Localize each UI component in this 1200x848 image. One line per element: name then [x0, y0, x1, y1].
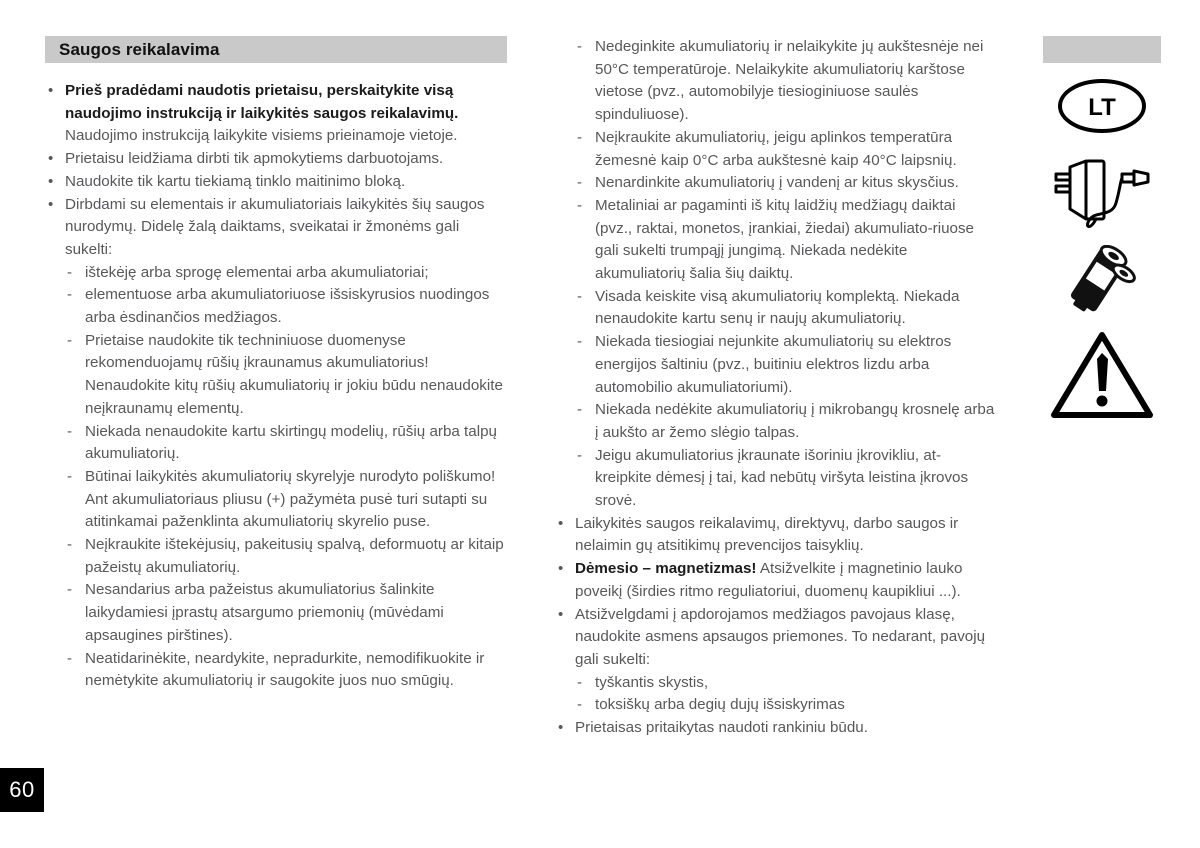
list-item-body: Nenardinkite akumuliatorių į vandenį ar kitus skysčius.: [595, 174, 959, 192]
power-adapter-icon-container: [1043, 149, 1161, 239]
list-item-text: [595, 38, 983, 123]
list-item-dash: [575, 331, 995, 399]
list-item-dash: [575, 694, 995, 717]
list-item-bullet: [555, 558, 995, 603]
list-item-bullet: [555, 717, 995, 740]
list-item-body: Naudokite tik kartu tiekiamą tinklo maitinimo bloką.: [65, 172, 406, 190]
section-header-bar: [45, 36, 507, 63]
language-badge-lt-icon: [1056, 77, 1148, 135]
list-item-bullet: [45, 171, 507, 194]
list-item-dash: [575, 286, 995, 331]
list-item-text: [85, 650, 484, 690]
list-item-body: Jeigu akumuliatorius įkraunate išoriniu įkrovikliu, at-kreipkite dėmesį į tai, kad nebūtų viršyta leistina įkrovos srovė.: [595, 446, 969, 510]
list-item-dash: [575, 445, 995, 513]
list-item-body: Prietaise naudokite tik techniniuose duomenyse rekomenduojamų rūšių įkraunamus akumuliatorius! Nenaudokite kitų rūšių akumuliatorių ir jokiu būdu nenaudokite neįkraunamų elementų.: [85, 331, 503, 417]
language-badge-lt-container: [1043, 63, 1161, 149]
warning-triangle-icon-container: [1043, 327, 1161, 423]
bullet-marker: •: [48, 172, 54, 190]
list-item-body: Atsižvelgdami į apdorojamos medžiagos pavojaus klasę, naudokite asmens apsaugos priemones. To nedarant, pavojų gali sukelti:: [575, 605, 986, 668]
warning-triangle-icon: [1048, 329, 1156, 421]
list-item-bold-lead: Prieš pradėdami naudotis prietaisu, perskaitykite visą naudojimo instrukciją ir laikykitės saugos reikalavimų.: [65, 82, 459, 122]
list-item-bold-lead: Dėmesio – magnetizmas!: [575, 560, 757, 578]
list-item-text: [65, 82, 458, 144]
right-column-list: [555, 36, 995, 740]
right-column: [555, 36, 995, 740]
list-item-body: Prietaisas pritaikytas naudoti rankiniu būdu.: [575, 719, 868, 737]
list-item-text: [65, 173, 405, 190]
bullet-marker: •: [48, 150, 54, 168]
battery-icon: [1061, 245, 1143, 321]
dash-marker: -: [67, 649, 72, 667]
list-item-body: Visada keiskite visą akumuliatorių komplektą. Niekada nenaudokite kartu senų ir naujų akumuliatorių.: [595, 287, 960, 328]
list-item-body: Neatidarinėkite, neardykite, nepradurkite, nemodifikuokite ir nemėtykite akumuliatorių ir saugokite juos nuo smūgių.: [85, 649, 485, 690]
list-item-body: Niekada nenaudokite kartu skirtingų modelių, rūšių arba talpų akumuliatorių.: [85, 422, 497, 463]
bullet-marker: •: [558, 605, 564, 623]
dash-marker: -: [577, 673, 582, 691]
dash-marker: -: [67, 467, 72, 485]
language-badge-lt-label: LT: [1088, 94, 1116, 121]
list-item-dash: [65, 466, 507, 534]
dash-marker: -: [67, 536, 72, 554]
list-item-text: [575, 719, 868, 736]
list-item-text: [575, 515, 958, 555]
list-item-text: [65, 196, 485, 258]
rail-header-bar: [1043, 36, 1161, 63]
list-item-dash: [65, 330, 507, 421]
list-item-dash: [575, 127, 995, 172]
list-item-text: [595, 288, 959, 328]
dash-marker: -: [577, 401, 582, 419]
dash-marker: -: [67, 422, 72, 440]
list-item-dash: [65, 648, 507, 693]
list-item-text: [595, 333, 951, 395]
list-item-body: Neįkraukite akumuliatorių, jeigu aplinkos temperatūra žemesnė kaip 0°C arba aukštesnė kaip 40°C laipsnių.: [595, 128, 957, 169]
list-item-text: [595, 197, 974, 282]
bullet-marker: •: [558, 514, 564, 532]
dash-marker: -: [67, 331, 72, 349]
dash-marker: -: [577, 696, 582, 714]
list-item-text: [595, 129, 957, 169]
list-item-text: [85, 286, 489, 326]
list-item-body: ištekėję arba sprogę elementai arba akumuliatoriai;: [85, 263, 429, 281]
list-item-dash: [575, 36, 995, 127]
left-column: [45, 36, 507, 693]
list-item-body: Atsižvelkite į magnetinio lauko poveikį (širdies ritmo reguliatoriui, duomenų kaupikliui ...).: [575, 560, 963, 600]
list-item-body: Niekada nedėkite akumuliatorių į mikrobangų krosnelę arba į aukšto ar žemo slėgio talpas.: [595, 401, 995, 441]
list-item-bullet: [45, 148, 507, 171]
bullet-marker: •: [558, 560, 564, 578]
page-number: 60: [9, 777, 35, 802]
list-item-body: Metaliniai ar pagaminti iš kitų laidžių medžiagų daiktai (pvz., raktai, monetos, įrankiai, žiedai) akumuliato-riuose gali sukelti trumpąjį jungimą. Niekada nedėkite akumuliatorių šalia šių daiktų.: [595, 196, 974, 283]
list-item-dash: [575, 672, 995, 695]
list-item-body: toksiškų arba degių dujų išsiskyrimas: [595, 696, 845, 714]
bullet-marker: •: [558, 719, 564, 737]
list-item-text: [595, 401, 994, 441]
list-item-bullet: [45, 194, 507, 262]
list-item-dash: [65, 284, 507, 329]
list-item-body: Naudojimo instrukciją laikykite visiems prieinamoje vietoje.: [65, 127, 458, 145]
list-item-text: [595, 674, 708, 691]
dash-marker: -: [577, 196, 582, 214]
dash-marker: -: [577, 128, 582, 146]
dash-marker: -: [577, 174, 582, 192]
list-item-text: [85, 581, 444, 643]
list-item-text: [575, 560, 962, 600]
list-item-bullet: [45, 80, 507, 148]
list-item-text: [595, 696, 845, 713]
list-item-text: [85, 468, 495, 530]
list-item-text: [595, 447, 968, 509]
list-item-text: [575, 606, 985, 668]
list-item-dash: [575, 195, 995, 286]
dash-marker: -: [577, 446, 582, 464]
list-item-bullet: [555, 513, 995, 558]
page-number-tab: [0, 768, 44, 812]
list-item-body: Dirbdami su elementais ir akumuliatoriais laikykitės šių saugos nurodymų. Didelę žalą daiktams, sveikatai ir žmonėms gali sukelti:: [65, 195, 485, 258]
list-item-body: Laikykitės saugos reikalavimų, direktyvų, darbo saugos ir nelaimin gų atsitikimų prevencijos taisyklių.: [575, 514, 959, 555]
bullet-marker: •: [48, 82, 54, 99]
power-adapter-icon: [1050, 157, 1154, 231]
list-item-bullet: [555, 604, 995, 672]
list-item-text: [85, 332, 503, 417]
list-item-text: [65, 150, 443, 167]
dash-marker: -: [67, 581, 72, 599]
list-item-body: Nedeginkite akumuliatorių ir nelaikykite jų aukštesnėje nei 50°C temperatūroje. Nelaikykite akumuliatorių karštose vietose (pvz., automobilyje tiesioginiuose saulės spinduliuose).: [595, 38, 984, 124]
list-item-body: elementuose arba akumuliatoriuose išsiskyrusios nuodingos arba ėsdinančios medžiagos.: [85, 286, 490, 327]
dash-marker: -: [577, 287, 582, 305]
page-title: Saugos reikalavima: [59, 39, 220, 59]
list-item-dash: [65, 579, 507, 647]
list-item-body: Neįkraukite ištekėjusių, pakeitusių spalvą, deformuotų ar kitaip pažeistų akumuliatorių.: [85, 536, 504, 576]
list-item-body: Nesandarius arba pažeistus akumuliatorius šalinkite laikydamiesi įprastų atsargumo priemonių (mūvėdami apsaugines pirštines).: [85, 581, 444, 644]
left-column-list: [45, 80, 507, 693]
list-item-dash: [65, 534, 507, 579]
dash-marker: -: [67, 263, 72, 281]
battery-icon-container: [1043, 239, 1161, 327]
list-item-body: tyškantis skystis,: [595, 673, 709, 691]
list-item-dash: [575, 172, 995, 195]
list-item-body: Būtinai laikykitės akumuliatorių skyrelyje nurodyto poliškumo! Ant akumuliatoriaus pliusu (+) pažymėta pusė turi sutapti su atitinkamai paženklinta akumuliatorių skyrelio puse.: [85, 467, 496, 531]
list-item-dash: [65, 421, 507, 466]
list-item-body: Niekada tiesiogiai nejunkite akumuliatorių su elektros energijos šaltiniu (pvz., buitiniu elektros lizdu arba automobilio akumuliatoriumi).: [595, 333, 952, 396]
list-item-text: [85, 536, 504, 576]
list-item-dash: [65, 262, 507, 285]
list-item-text: [85, 264, 429, 281]
bullet-marker: •: [48, 195, 54, 213]
icon-rail: [1038, 36, 1163, 423]
dash-marker: -: [67, 286, 72, 304]
list-item-text: [85, 423, 497, 463]
dash-marker: -: [577, 333, 582, 351]
list-item-body: Prietaisu leidžiama dirbti tik apmokytiems darbuotojams.: [65, 150, 444, 168]
list-item-dash: [575, 399, 995, 444]
list-item-text: [595, 174, 959, 191]
dash-marker: -: [577, 38, 582, 55]
